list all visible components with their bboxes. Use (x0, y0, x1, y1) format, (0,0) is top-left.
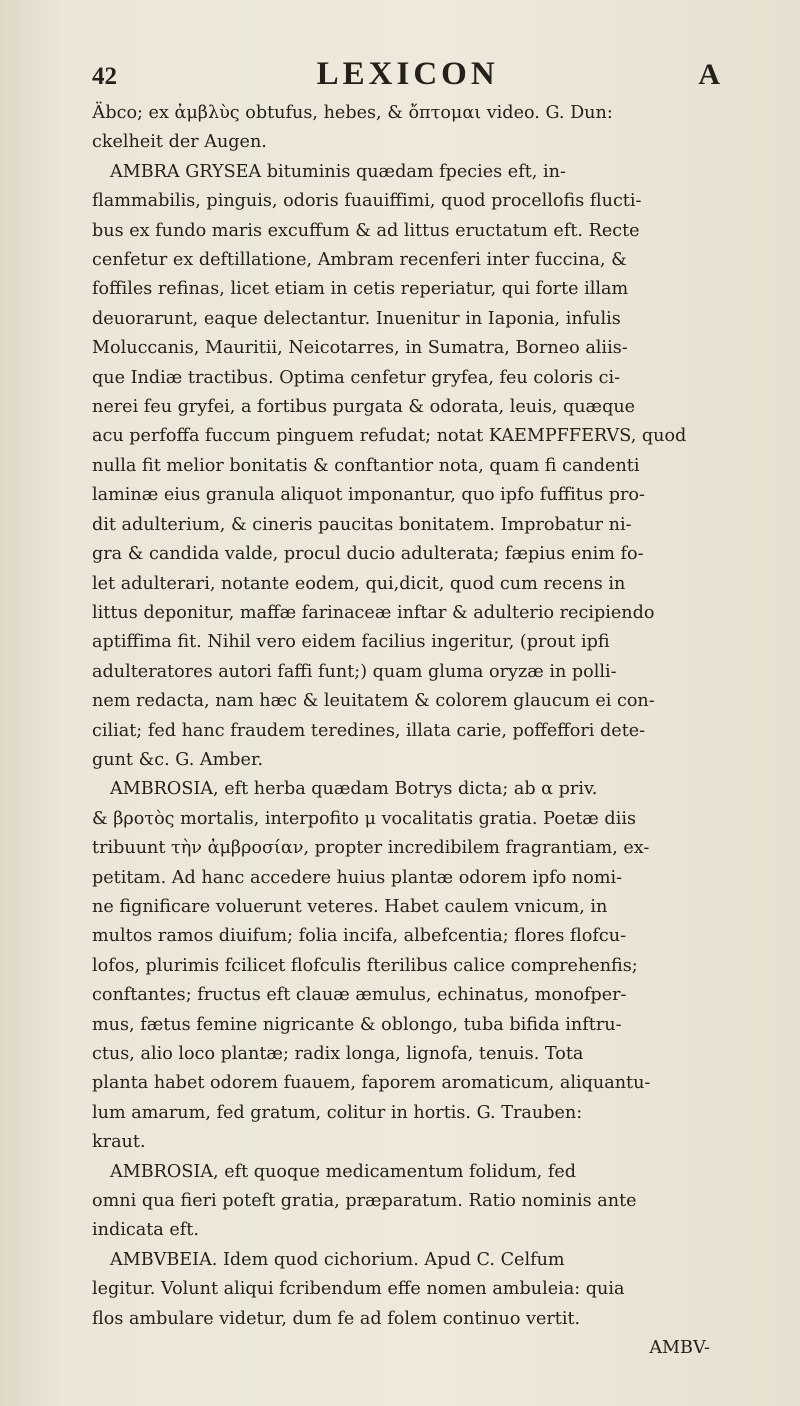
text-line: gunt &c. G. Amber. (92, 749, 264, 770)
text-line: tribuunt τὴν ἀμβροσίαν, propter incredibilem fragrantiam, ex- (92, 838, 650, 859)
column-letter: A (698, 58, 720, 91)
text-line: acu perfoffa fuccum pinguem refudat; notat KAEMPFFERVS, quod (92, 426, 687, 447)
text-line: lofos, plurimis fcilicet flofculis fterilibus calice comprehenfis; (92, 955, 638, 976)
text-line: dit adulterium, & cineris paucitas bonitatem. Improbatur ni- (92, 514, 632, 535)
text-line: flos ambulare videtur, dum fe ad folem continuo vertit. (92, 1308, 581, 1329)
text-line: mus, fætus femine nigricante & oblongo, tuba bifida inftru- (92, 1014, 622, 1035)
text-line: foffiles refinas, licet etiam in cetis reperiatur, qui forte illam (92, 279, 629, 300)
text-line: Ӓbco; ex ἀμβλὺς obtufus, hebes, & ὄπτομαι video. G. Dun: (92, 103, 613, 123)
text-line: ciliat; fed hanc fraudem teredines, illata carie, poffeffori dete- (92, 720, 646, 741)
text-line: gra & candida valde, procul ducio adulterata; fæpius enim fo- (92, 544, 644, 565)
text-line: lum amarum, fed gratum, colitur in hortis. G. Trauben: (92, 1102, 583, 1123)
running-head: LEXICON (316, 56, 499, 92)
page-number: 42 (92, 63, 117, 90)
text-line: nem redacta, nam hæc & leuitatem & colorem glaucum ei con- (92, 691, 655, 712)
text-line: omni qua fieri poteft gratia, præparatum. Ratio nominis ante (92, 1191, 637, 1212)
text-line: deuorarunt, eaque delectantur. Inuenitur in Iaponia, infulis (92, 308, 621, 329)
text-line: kraut. (92, 1132, 146, 1153)
entry-ambra-grysea: AMBRA GRYSEA bituminis quædam fpecies eft, in- (110, 161, 566, 182)
text-line: planta habet odorem fuauem, faporem aromaticum, aliquantu- (92, 1073, 651, 1094)
text-line: nulla fit melior bonitatis & conftantior nota, quam fi candenti (92, 455, 640, 476)
catchword: AMBV- (649, 1338, 710, 1359)
entry-ambvbeia: AMBVBEIA. Idem quod cichorium. Apud C. Celfum (110, 1249, 565, 1270)
text-line: petitam. Ad hanc accedere huius plantæ odorem ipfo nomi- (92, 867, 623, 888)
entry-ambrosia-medicamentum: AMBROSIA, eft quoque medicamentum folidum, fed (110, 1161, 577, 1182)
text-line: nerei feu gryfei, a fortibus purgata & odorata, leuis, quæque (92, 397, 636, 418)
text-line: flammabilis, pinguis, odoris fuauiffimi, quod procellofis flucti- (92, 191, 642, 212)
text-line: indicata eft. (92, 1220, 199, 1241)
text-line: ne fignificare voluerunt veteres. Habet caulem vnicum, in (92, 896, 608, 917)
page-header (92, 56, 730, 93)
text-line: Moluccanis, Mauritii, Neicotarres, in Sumatra, Borneo aliis- (92, 338, 628, 359)
text-line: laminæ eius granula aliquot imponantur, quo ipfo fuffitus pro- (92, 485, 645, 506)
text-line: bus ex fundo maris excuffum & ad littus eructatum eft. Recte (92, 220, 640, 241)
text-line: legitur. Volunt aliqui fcribendum effe nomen ambuleia: quia (92, 1279, 625, 1300)
entry-ambrosia-herba: AMBROSIA, eft herba quædam Botrys dicta; ab α priv. (110, 779, 598, 800)
text-line: multos ramos diuifum; folia incifa, albefcentia; flores flofcu- (92, 926, 627, 947)
text-line: aptiffima fit. Nihil vero eidem facilius ingeritur, (prout ipfi (92, 632, 610, 653)
lexicon-text (92, 99, 730, 1363)
text-line: cenfetur ex deftillatione, Ambram recenferi inter fuccina, & (92, 250, 627, 271)
text-line: que Indiæ tractibus. Optima cenfetur gryfea, feu coloris ci- (92, 367, 621, 388)
text-line: littus deponitur, maffæ farinaceæ inftar & adulterio recipiendo (92, 602, 655, 623)
text-line: adulteratores autori faffi funt;) quam gluma oryzæ in polli- (92, 661, 617, 682)
text-line: ckelheit der Augen. (92, 132, 267, 153)
text-line: ctus, alio loco plantæ; radix longa, lignofa, tenuis. Tota (92, 1044, 584, 1064)
text-line: let adulterari, notante eodem, qui,dicit, quod cum recens in (92, 573, 626, 594)
text-line: conftantes; fructus eft clauæ æmulus, echinatus, monofper- (92, 985, 627, 1006)
text-line: & βροτὸς mortalis, interpofito μ vocalitatis gratia. Poetæ diis (92, 808, 636, 829)
